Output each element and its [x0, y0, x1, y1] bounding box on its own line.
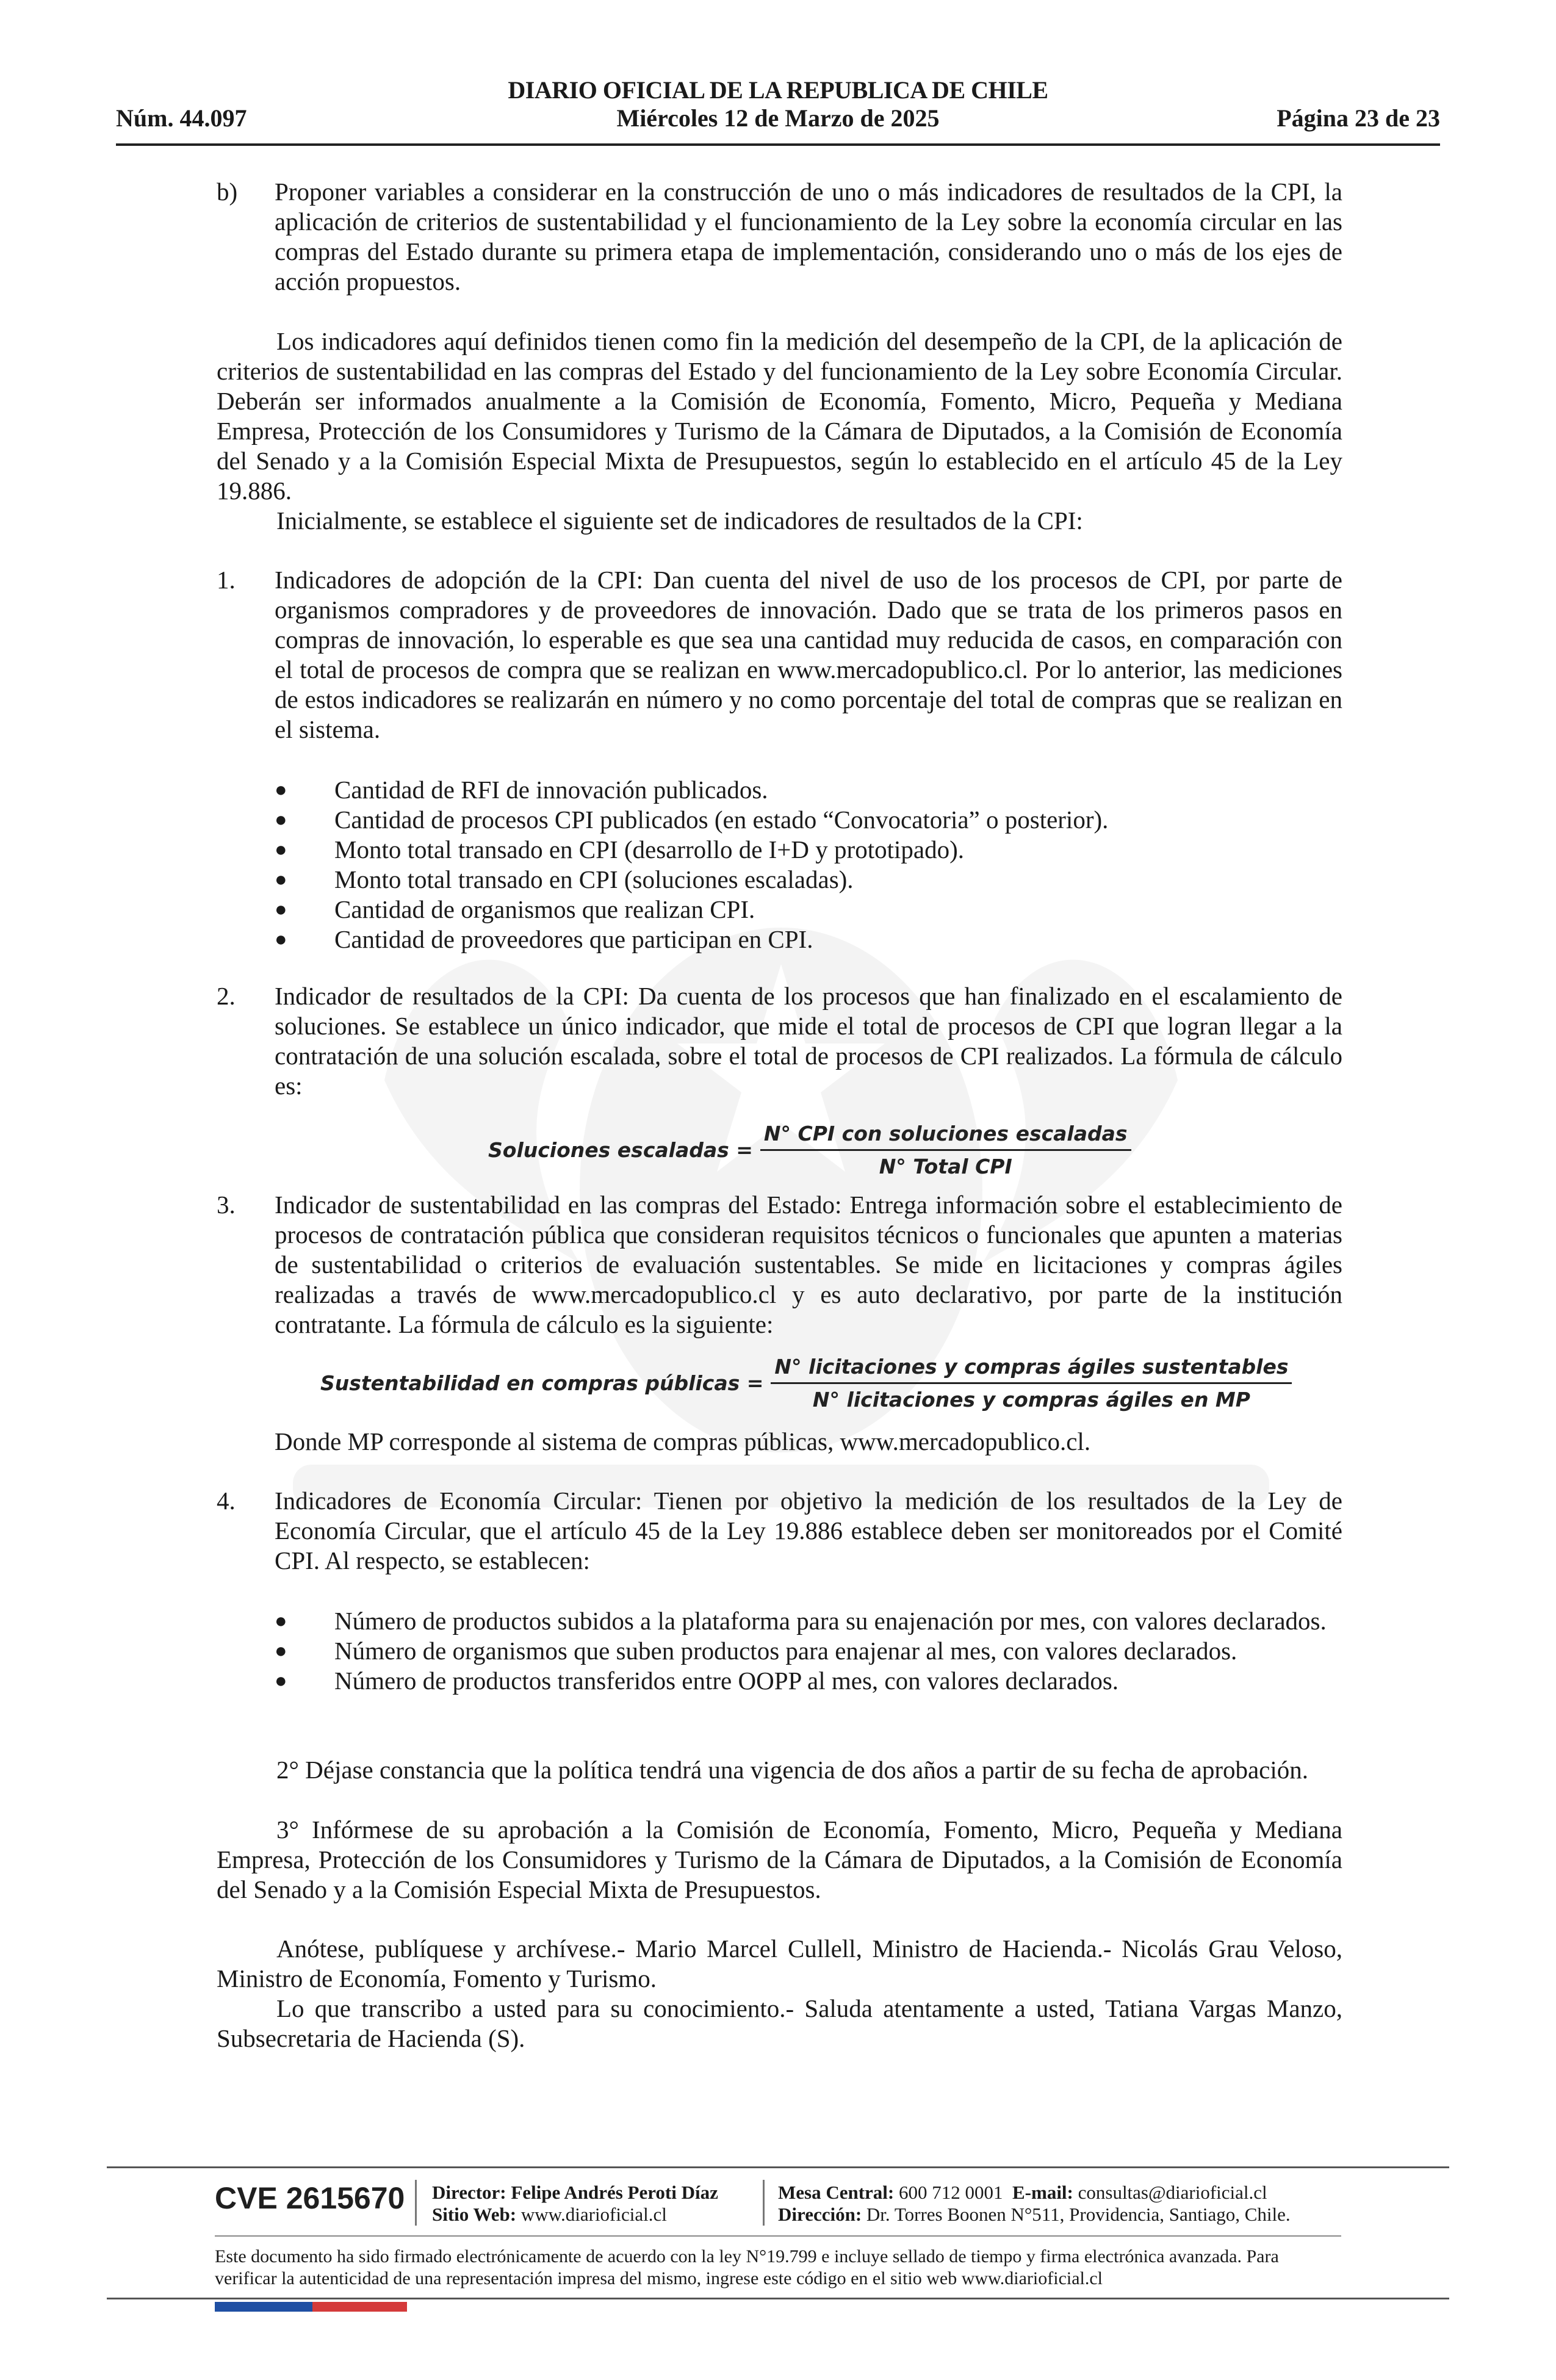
issue-number: Núm. 44.097 — [116, 104, 247, 132]
footer-director-column: Director: Felipe Andrés Peroti Díaz Sitio Web: www.diarioficial.cl — [432, 2182, 718, 2225]
footer-contact-column: Mesa Central: 600 712 0001 E-mail: consultas@diarioficial.cl Dirección: Dr. Torres Boonen N°511, Providencia, Santiago, Chile. — [778, 2182, 1291, 2225]
page-number: Página 23 de 23 — [1277, 104, 1440, 132]
list-item: ● Número de productos subidos a la plataforma para su enajenación por mes, con valores declarados. — [275, 1607, 1327, 1635]
footer-divider — [763, 2180, 765, 2226]
website-link[interactable]: www.diarioficial.cl — [520, 2204, 667, 2225]
list-item: ● Cantidad de proveedores que participan en CPI. — [275, 925, 813, 953]
list-item: ● Monto total transado en CPI (desarrollo de I+D y prototipado). — [275, 835, 964, 864]
list-item: ● Cantidad de procesos CPI publicados (en estado “Convocatoria” o posterior). — [275, 806, 1109, 834]
footer-top-rule — [107, 2166, 1449, 2168]
paragraph-anotese: Anótese, publíquese y archívese.- Mario Marcel Cullell, Ministro de Hacienda.- Nicolás Grau Veloso, Ministro de Economía, Fomento y Turismo. — [217, 1935, 1342, 1992]
director-name: Felipe Andrés Peroti Díaz — [511, 2182, 718, 2203]
footer-bottom-rule — [107, 2298, 1449, 2299]
paragraph-informese: 3° Infórmese de su aprobación a la Comisión de Economía, Fomento, Micro, Pequeña y Mediana Empresa, Protección de los Consumidores y Turismo de la Cámara de Diputados, a la Comisión de Economía del Senado y a la Comisión Especial Mixta de Presupuestos. — [217, 1816, 1342, 1903]
item-1-text: Indicadores de adopción de la CPI: Dan cuenta del nivel de uso de los procesos de CPI, por parte de organismos compradores y de proveedores de innovación. Dado que se trata de los primeros pasos en compras de innovación, lo esperable es que sea una cantidad muy reducida de casos, en comparación con el total de procesos de compra que se realizan en www.mercadopublico.cl. Por lo anterior, las mediciones de estos indicadores se realizarán en número y no como porcentaje del total de compras que se realizan en el sistema. — [275, 566, 1342, 743]
formula-sustentabilidad — [320, 1355, 1292, 1412]
item-2-label: 2. — [217, 982, 236, 1010]
item-3-label: 3. — [217, 1191, 236, 1219]
formula-numerator: N° licitaciones y compras ágiles sustentables — [771, 1355, 1292, 1384]
formula-soluciones-escaladas — [488, 1122, 1131, 1178]
item-1-bullet-list — [275, 775, 1342, 954]
cve-code: CVE 2615670 — [215, 2181, 405, 2215]
bullet-icon: ● — [275, 1640, 287, 1662]
legal-notice: Este documento ha sido firmado electrónicamente de acuerdo con la ley N°19.799 e incluye sellado de tiempo y firma electrónica avanzada. Para verificar la autenticidad de una representación impresa del mismo, ingrese este código en el sitio web www.diarioficial.cl — [215, 2246, 1279, 2288]
publication-date: Miércoles 12 de Marzo de 2025 — [616, 104, 940, 132]
item-2-text: Indicador de resultados de la CPI: Da cuenta de los procesos que han finalizado en el escalamiento de soluciones. Se establece un único indicador, que mide el total de procesos de CPI que logran llegar a la contratación de una solución escalada, sobre el total de procesos de CPI realizados. La fórmula de cálculo es: — [275, 982, 1342, 1100]
bullet-icon: ● — [275, 928, 287, 951]
formula-numerator: N° CPI con soluciones escaladas — [760, 1122, 1131, 1151]
item-3-text: Indicador de sustentabilidad en las compras del Estado: Entrega información sobre el establecimiento de procesos de contratación pública que consideran requisitos técnicos o funcionales que apunten a materias de sustentabilidad o criterios de evaluación sustentables. Se mide en licitaciones y compras ágiles realizadas a través de www.mercadopublico.cl y es auto declarativo, por parte de la institución contratante. La fórmula de cálculo es la siguiente: — [275, 1191, 1342, 1338]
paragraph-closing: Lo que transcribo a usted para su conocimiento.- Saluda atentamente a usted, Tatiana Vargas Manzo, Subsecretaria de Hacienda (S). — [217, 1994, 1342, 2052]
bullet-icon: ● — [275, 809, 287, 831]
footer-inner-rule — [215, 2235, 1341, 2237]
header-center — [116, 76, 1440, 132]
formula-lhs: Soluciones escaladas = — [488, 1138, 753, 1162]
list-item: ● Cantidad de RFI de innovación publicados. — [275, 776, 768, 804]
item-b-text: Proponer variables a considerar en la construcción de uno o más indicadores de resultados de la CPI, la aplicación de criterios de sustentabilidad y el funcionamiento de la Ley sobre la economía circular en las compras del Estado durante su primera etapa de implementación, considerando uno o más de los ejes de acción propuestos. — [275, 178, 1342, 295]
flag-stripe-red — [312, 2302, 407, 2312]
formula-denominator: N° licitaciones y compras ágiles en MP — [812, 1388, 1250, 1412]
formula-denominator: N° Total CPI — [879, 1155, 1012, 1178]
footer-divider — [415, 2180, 417, 2226]
page-header — [116, 73, 1440, 146]
flag-stripe-blue — [215, 2302, 312, 2312]
item-b-label: b) — [217, 178, 238, 206]
paragraph-initial-set: Inicialmente, se establece el siguiente set de indicadores de resultados de la CPI: — [276, 507, 1083, 535]
item-1-label: 1. — [217, 566, 236, 594]
item-3-note: Donde MP corresponde al sistema de compras públicas, www.mercadopublico.cl. — [275, 1427, 1091, 1455]
bullet-icon: ● — [275, 1610, 287, 1632]
formula-lhs: Sustentabilidad en compras públicas = — [320, 1371, 764, 1395]
bullet-icon: ● — [275, 838, 287, 861]
bullet-icon: ● — [275, 779, 287, 801]
item-4-text: Indicadores de Economía Circular: Tienen por objetivo la medición de los resultados de la Ley de Economía Circular, que el artículo 45 de la Ley 19.886 establece deben ser monitoreados por el Comité CPI. Al respecto, se establecen: — [275, 1487, 1342, 1574]
address: Dr. Torres Boonen N°511, Providencia, Santiago, Chile. — [866, 2204, 1291, 2225]
item-4-label: 4. — [217, 1487, 236, 1515]
phone-number: 600 712 0001 — [899, 2182, 1003, 2203]
list-item: ● Monto total transado en CPI (soluciones escaladas). — [275, 865, 854, 893]
item-4-bullet-list — [275, 1606, 1342, 1696]
email-link[interactable]: consultas@diarioficial.cl — [1078, 2182, 1267, 2203]
list-item: ● Cantidad de organismos que realizan CPI. — [275, 895, 755, 923]
publication-title: DIARIO OFICIAL DE LA REPUBLICA DE CHILE — [508, 76, 1048, 104]
paragraph-indicators: Los indicadores aquí definidos tienen como fin la medición del desempeño de la CPI, de la aplicación de criterios de sustentabilidad en las compras del Estado y del funcionamiento de la Ley sobre Economía Circular. Deberán ser informados anualmente a la Comisión de Economía, Fomento, Micro, Pequeña y Mediana Empresa, Protección de los Consumidores y Turismo de la Cámara de Diputados, a la Comisión de Economía del Senado y a la Comisión Especial Mixta de Presupuestos, según lo establecido en el artículo 45 de la Ley 19.886. — [217, 327, 1342, 505]
formula-fraction — [771, 1355, 1292, 1412]
bullet-icon: ● — [275, 868, 287, 891]
paragraph-vigencia: 2° Déjase constancia que la política tendrá una vigencia de dos años a partir de su fecha de aprobación. — [276, 1756, 1309, 1784]
bullet-icon: ● — [275, 898, 287, 921]
list-item: ● Número de productos transferidos entre OOPP al mes, con valores declarados. — [275, 1667, 1119, 1695]
bullet-icon: ● — [275, 1670, 287, 1692]
formula-fraction — [760, 1122, 1131, 1178]
list-item: ● Número de organismos que suben productos para enajenar al mes, con valores declarados. — [275, 1637, 1237, 1665]
